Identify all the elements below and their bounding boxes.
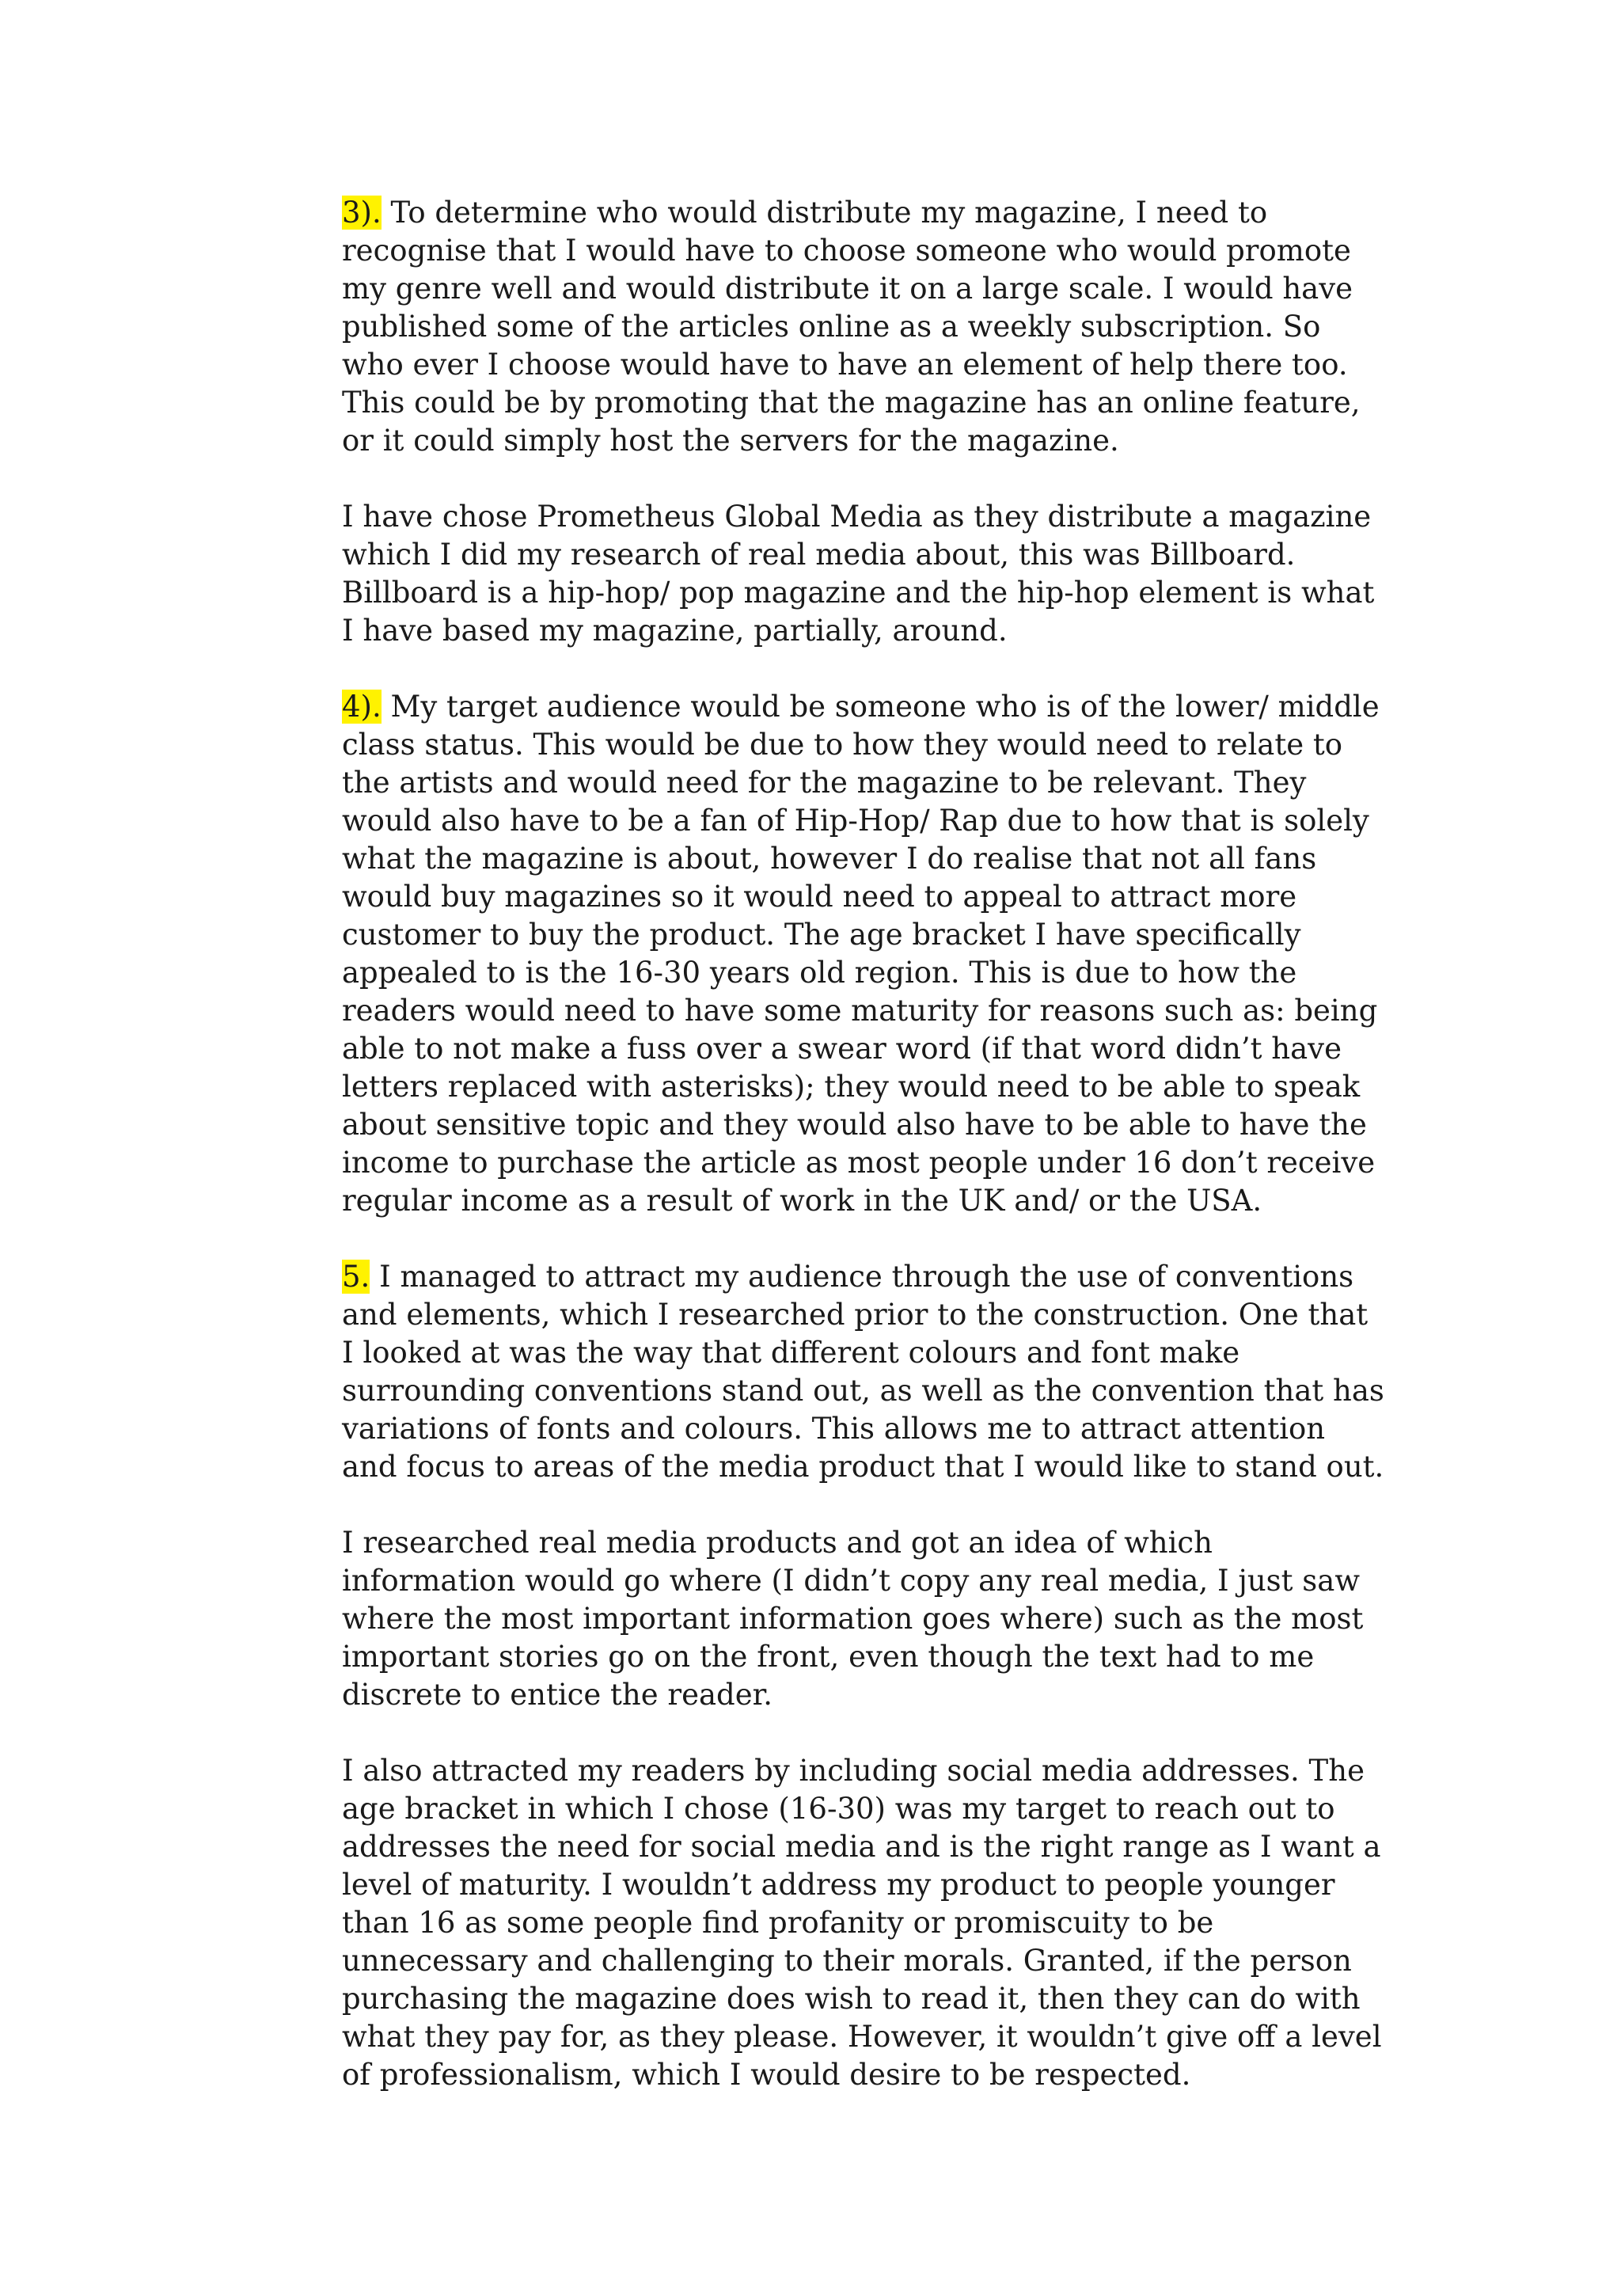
- paragraph-question-3: [342, 194, 1387, 460]
- paragraph-text: I managed to attract my audience through the use of conventions and elements, which I researched prior to the construction. One that I looked at was the way that different colours and font make surrounding conventions stand out, as well as the convention that has variations of fonts and colours. This allows me to attract attention and focus to areas of the media product that I would like to stand out.: [342, 1260, 1384, 1484]
- paragraph-text: My target audience would be someone who is of the lower/ middle class status. This would be due to how they would need to relate to the artists and would need for the magazine to be relevant. They would also have to be a fan of Hip-Hop/ Rap due to how that is solely what the magazine is about, however I do realise that not all fans would buy magazines so it would need to appeal to attract more customer to buy the product. The age bracket I have specifically appealed to is the 16-30 years old region. This is due to how the readers would need to have some maturity for reasons such as: being able to not make a fuss over a swear word (if that word didn’t have letters replaced with asterisks); they would need to be able to speak about sensitive topic and they would also have to be able to have the income to purchase the article as most people under 16 don’t receive regular income as a result of work in the UK and/ or the USA.: [342, 690, 1380, 1218]
- paragraph-text: I also attracted my readers by including social media addresses. The age bracket in which I chose (16-30) was my target to reach out to addresses the need for social media and is the right range as I want a level of maturity. I wouldn’t address my product to people younger than 16 as some people find profanity or promiscuity to be unnecessary and challenging to their morals. Granted, if the person purchasing the magazine does wish to read it, then they can do with what they pay for, as they please. However, it wouldn’t give off a level of professionalism, which I would desire to be respected.: [342, 1754, 1382, 2092]
- question-marker-4: 4).: [342, 690, 382, 724]
- document-body: [342, 194, 1387, 2132]
- paragraph-research: [342, 1524, 1387, 1714]
- paragraph-question-5: [342, 1258, 1387, 1486]
- paragraph-text: To determine who would distribute my magazine, I need to recognise that I would have to choose someone who would promote my genre well and would distribute it on a large scale. I would have published some of the articles online as a weekly subscription. So who ever I choose would have to have an element of help there too. This could be by promoting that the magazine has an online feature, or it could simply host the servers for the magazine.: [342, 196, 1361, 458]
- paragraph-distributor: [342, 498, 1387, 650]
- paragraph-text: I have chose Prometheus Global Media as they distribute a magazine which I did my research of real media about, this was Billboard. Billboard is a hip-hop/ pop magazine and the hip-hop element is what I have based my magazine, partially, around.: [342, 500, 1375, 648]
- paragraph-text: I researched real media products and got an idea of which information would go where (I didn’t copy any real media, I just saw where the most important information goes where) such as the most important stories go on the front, even though the text had to me discrete to entice the reader.: [342, 1526, 1364, 1712]
- question-marker-3: 3).: [342, 196, 382, 230]
- paragraph-question-4: [342, 688, 1387, 1220]
- question-marker-5: 5.: [342, 1260, 370, 1294]
- paragraph-social-media: [342, 1752, 1387, 2094]
